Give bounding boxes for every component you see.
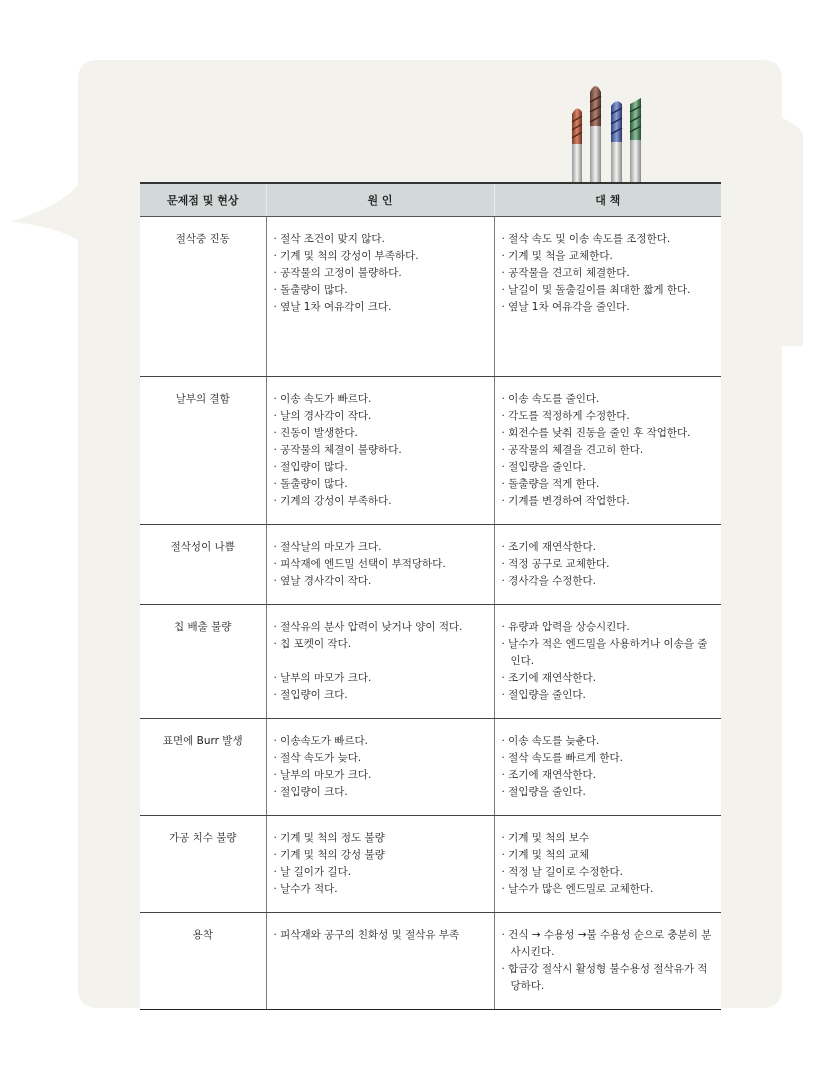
- problem-cell: 절삭성이 나쁨: [140, 525, 266, 605]
- cause-cell: [266, 525, 494, 605]
- solution-line: · 기계를 변경하여 작업한다.: [501, 495, 630, 507]
- solution-line: · 공작물을 견고히 체결한다.: [501, 267, 630, 279]
- solution-line: · 날수가 많은 엔드밀로 교체한다.: [501, 883, 654, 895]
- cause-line: · 공작물의 체결이 불량하다.: [273, 444, 402, 456]
- cause-line: · 기계 및 척의 강성이 부족하다.: [273, 250, 419, 262]
- solution-cell: [494, 525, 721, 605]
- table-row: [140, 605, 721, 719]
- cause-line: · 절삭날의 마모가 크다.: [273, 541, 382, 553]
- cause-cell: [266, 816, 494, 913]
- cause-line: · 날수가 적다.: [273, 883, 338, 895]
- cause-line: · 기계의 강성이 부족하다.: [273, 495, 392, 507]
- problem-cell: 용착: [140, 913, 266, 1010]
- solution-line: · 기계 및 척의 보수: [501, 832, 590, 844]
- cause-line: · 날 길이가 길다.: [273, 866, 352, 878]
- cause-spacer: [274, 653, 488, 670]
- cause-line: · 절입량이 크다.: [273, 786, 348, 798]
- solution-line: · 날수가 적은 엔드밀을 사용하거나 이송을 줄인다.: [501, 638, 708, 667]
- solution-line: · 날길이 및 돌출길이를 최대한 짧게 한다.: [501, 284, 691, 296]
- solution-line: · 적정 공구로 교체한다.: [501, 558, 610, 570]
- solution-line: · 각도를 적정하게 수정한다.: [501, 410, 630, 422]
- table-row: [140, 816, 721, 913]
- cause-cell: [266, 217, 494, 377]
- cause-line: · 기계 및 척의 정도 불량: [273, 832, 385, 844]
- solution-line: · 조기에 재연삭한다.: [501, 541, 596, 553]
- solution-line: · 조기에 재연삭한다.: [501, 672, 596, 684]
- end-mill-tools-image: [566, 82, 648, 182]
- table-row: [140, 719, 721, 816]
- cause-line: · 돌출량이 많다.: [273, 284, 348, 296]
- solution-line: · 절입량을 줄인다.: [501, 461, 586, 473]
- cause-line: · 절삭유의 분사 압력이 낮거나 양이 적다.: [273, 621, 463, 633]
- problem-cell: 칩 배출 불량: [140, 605, 266, 719]
- solution-cell: [494, 605, 721, 719]
- solution-line: · 절입량을 줄인다.: [501, 786, 586, 798]
- table-row: [140, 525, 721, 605]
- solution-line: · 공작물의 체결을 견고히 한다.: [501, 444, 644, 456]
- solution-line: · 유량과 압력을 상승시킨다.: [501, 621, 630, 633]
- troubleshooting-table: [140, 182, 721, 1010]
- cause-line: · 절입량이 크다.: [273, 689, 348, 701]
- header-cause: 원 인: [266, 183, 494, 217]
- solution-line: · 기계 및 척의 교체: [501, 849, 590, 861]
- solution-line: · 조기에 재연삭한다.: [501, 769, 596, 781]
- problem-cell: 가공 치수 불량: [140, 816, 266, 913]
- solution-line: · 적정 날 길이로 수정한다.: [501, 866, 623, 878]
- header-problem: 문제점 및 현상: [140, 183, 266, 217]
- table-header-row: [140, 183, 721, 217]
- cause-cell: [266, 605, 494, 719]
- cause-line: · 날부의 마모가 크다.: [273, 769, 372, 781]
- solution-line: · 합금강 절삭시 활성형 불수용성 절삭유가 적당하다.: [501, 963, 708, 992]
- problem-cell: 날부의 결함: [140, 377, 266, 525]
- solution-line: · 회전수를 낮춰 진동을 줄인 후 작업한다.: [501, 427, 691, 439]
- solution-cell: [494, 217, 721, 377]
- problem-cell: 표면에 Burr 발생: [140, 719, 266, 816]
- cause-line: · 피삭재에 엔드밀 선택이 부적당하다.: [273, 558, 446, 570]
- cause-line: · 기계 및 척의 강성 불량: [273, 849, 385, 861]
- header-solution: 대 책: [494, 183, 721, 217]
- cause-cell: [266, 913, 494, 1010]
- solution-cell: [494, 913, 721, 1010]
- solution-cell: [494, 377, 721, 525]
- solution-line: · 절삭 속도를 빠르게 한다.: [501, 752, 623, 764]
- cause-line: · 칩 포켓이 작다.: [273, 638, 352, 650]
- solution-cell: [494, 719, 721, 816]
- cause-line: · 절삭 조건이 맞지 않다.: [273, 233, 385, 245]
- solution-line: · 기계 및 척을 교체한다.: [501, 250, 613, 262]
- problem-cell: 절삭중 진동: [140, 217, 266, 377]
- table-row: [140, 377, 721, 525]
- cause-line: · 절입량이 많다.: [273, 461, 348, 473]
- cause-line: · 옆날 1차 여유각이 크다.: [273, 301, 392, 313]
- solution-cell: [494, 816, 721, 913]
- cause-line: · 돌출량이 많다.: [273, 478, 348, 490]
- cause-line: · 이송속도가 빠르다.: [273, 735, 368, 747]
- cause-line: · 피삭재와 공구의 친화성 및 절삭유 부족: [273, 929, 460, 941]
- cause-line: · 날의 경사각이 작다.: [273, 410, 372, 422]
- solution-line: · 건식 → 수용성 →불 수용성 순으로 충분히 분사시킨다.: [501, 929, 712, 958]
- cause-line: · 이송 속도가 빠르다.: [273, 393, 372, 405]
- table-row: [140, 217, 721, 377]
- solution-line: · 이송 속도를 늦춘다.: [501, 735, 600, 747]
- solution-line: · 돌출량을 적게 한다.: [501, 478, 600, 490]
- cause-line: · 옆날 경사각이 작다.: [273, 575, 372, 587]
- cause-line: · 공작물의 고정이 불량하다.: [273, 267, 402, 279]
- solution-line: · 경사각을 수정한다.: [501, 575, 596, 587]
- cause-cell: [266, 377, 494, 525]
- cause-cell: [266, 719, 494, 816]
- solution-line: · 이송 속도를 줄인다.: [501, 393, 600, 405]
- cause-line: · 절삭 속도가 늦다.: [273, 752, 362, 764]
- cause-line: · 진동이 발생한다.: [273, 427, 358, 439]
- table-row: [140, 913, 721, 1010]
- cause-line: · 날부의 마모가 크다.: [273, 672, 372, 684]
- solution-line: · 절삭 속도 및 이송 속도를 조정한다.: [501, 233, 671, 245]
- solution-line: · 옆날 1차 여유각을 줄인다.: [501, 301, 630, 313]
- solution-line: · 절입량을 줄인다.: [501, 689, 586, 701]
